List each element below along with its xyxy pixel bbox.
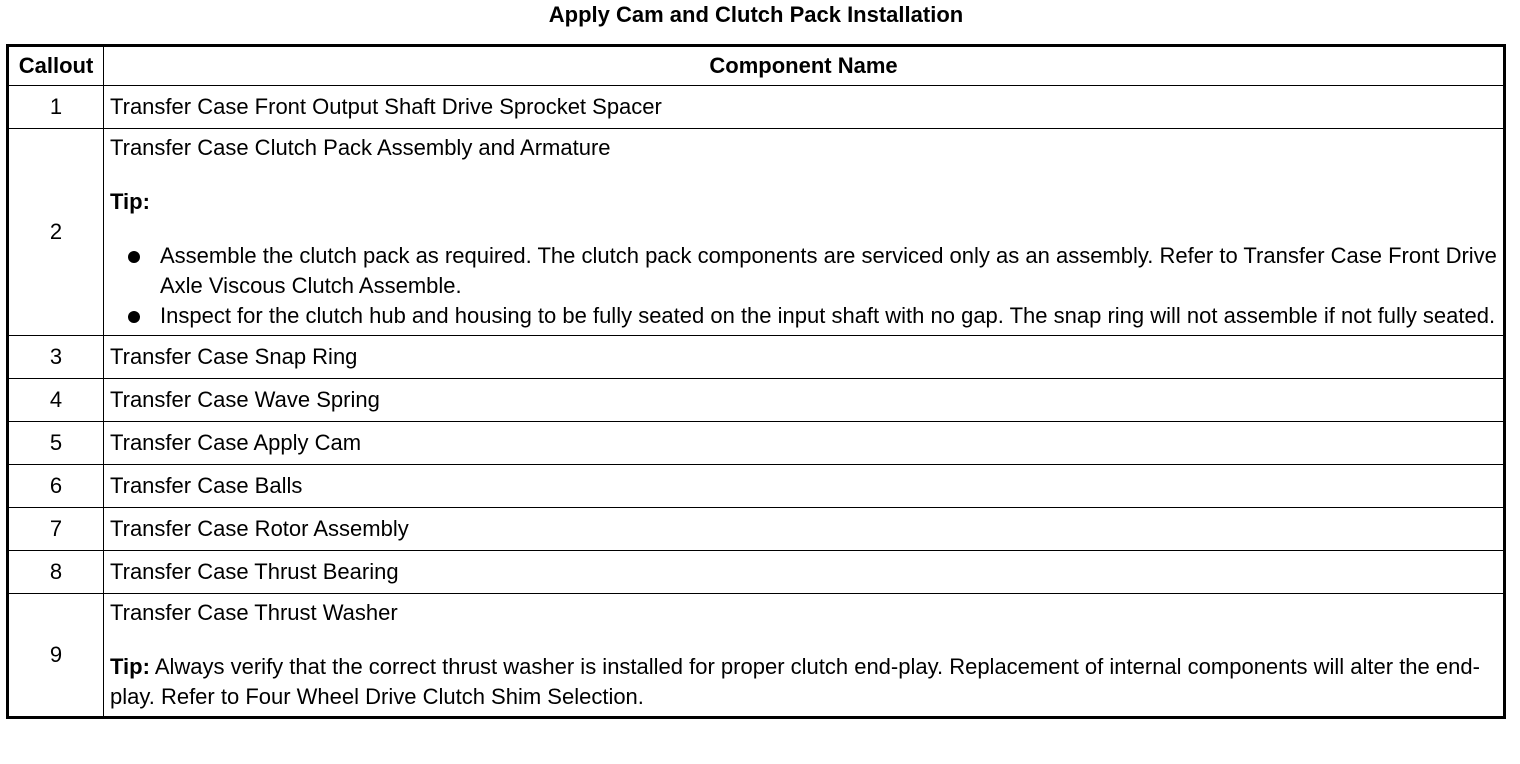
table-row [8,129,1505,336]
table-header-row [8,46,1505,86]
tip-label: Tip: [110,189,150,214]
component-name: Transfer Case Thrust Washer [110,600,398,625]
tip-paragraph [110,652,1497,712]
component-name-header: Component Name [104,46,1505,86]
callout-cell: 7 [8,508,104,551]
component-name-cell [104,129,1505,336]
tip-bullet-item: Inspect for the clutch hub and housing to be fully seated on the input shaft with no gap. The snap ring will not assemble if not fully seated. [110,301,1497,331]
callout-cell: 8 [8,551,104,594]
tip-text: Always verify that the correct thrust washer is installed for proper clutch end-play. Replacement of internal components will alter the end-play. Refer to Four Wheel Drive Clutch Shim Selection. [110,654,1480,709]
component-name-cell: Transfer Case Apply Cam [104,422,1505,465]
table-row [8,594,1505,718]
table-row [8,422,1505,465]
tip-label: Tip: [110,654,150,679]
table-row [8,551,1505,594]
component-name-cell: Transfer Case Rotor Assembly [104,508,1505,551]
component-name-cell: Transfer Case Balls [104,465,1505,508]
callout-cell: 4 [8,379,104,422]
callout-cell: 6 [8,465,104,508]
callout-header: Callout [8,46,104,86]
component-name-cell [104,594,1505,718]
page-title: Apply Cam and Clutch Pack Installation [548,2,964,27]
components-table [6,44,1506,719]
callout-cell: 3 [8,336,104,379]
table-row [8,86,1505,129]
table-row [8,379,1505,422]
callout-cell: 2 [8,129,104,336]
component-name-cell: Transfer Case Front Output Shaft Drive Sprocket Spacer [104,86,1505,129]
component-name-cell: Transfer Case Wave Spring [104,379,1505,422]
component-name-cell: Transfer Case Snap Ring [104,336,1505,379]
tip-bullet-item: Assemble the clutch pack as required. The clutch pack components are serviced only as an assembly. Refer to Transfer Case Front Drive Axle Viscous Clutch Assemble. [110,241,1497,301]
table-row [8,508,1505,551]
tip-list [110,241,1497,331]
callout-cell: 9 [8,594,104,718]
table-row [8,465,1505,508]
callout-cell: 5 [8,422,104,465]
table-row [8,336,1505,379]
component-name-cell: Transfer Case Thrust Bearing [104,551,1505,594]
component-name: Transfer Case Clutch Pack Assembly and Armature [110,135,611,160]
callout-cell: 1 [8,86,104,129]
